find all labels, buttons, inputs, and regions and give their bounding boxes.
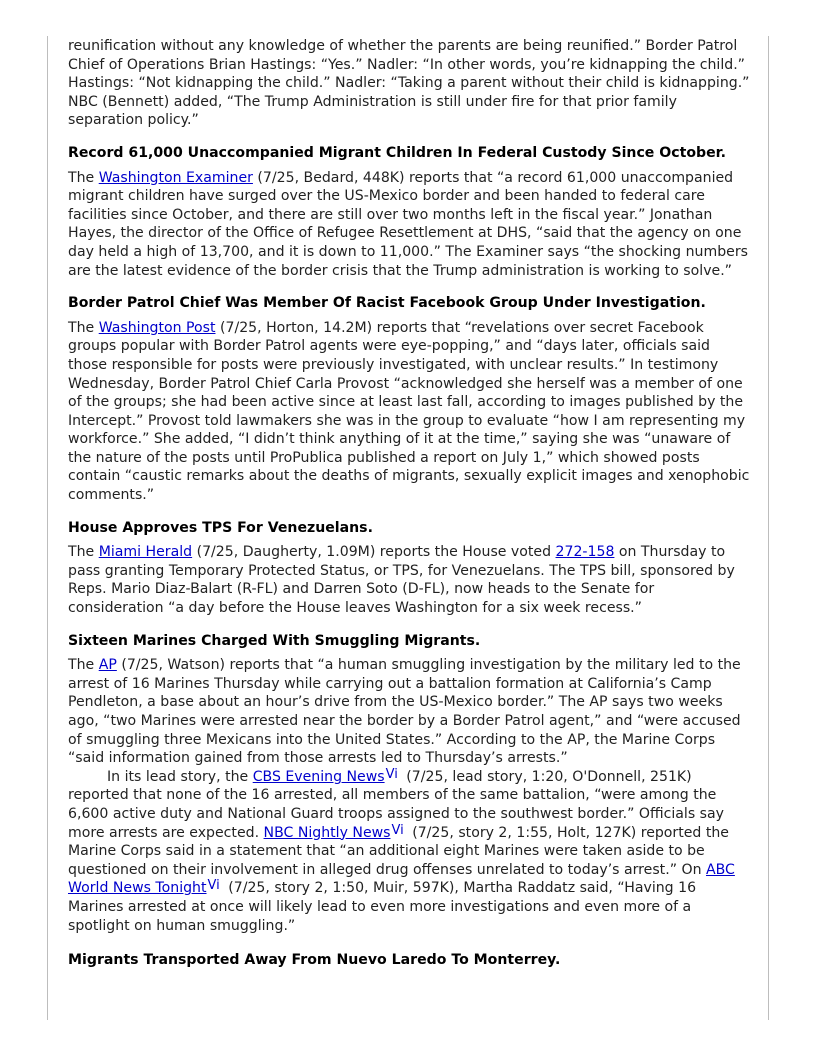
headline-nuevo-laredo: Migrants Transported Away From Nuevo Laredo To Monterrey. [68,952,561,969]
article-paragraph [68,656,752,768]
nbc-nightly-news-link[interactable]: NBC Nightly News [263,824,391,841]
article-text: The [68,544,99,561]
headline-marines-smuggling: Sixteen Marines Charged With Smuggling Migrants. [68,632,481,649]
ap-link[interactable]: AP [98,657,117,674]
article-text: The [68,169,99,186]
article-text: on Thursday to pass granting Temporary Protected Status, or TPS, for Venezuelans. The TPS bill, sponsored by Reps. Mario Diaz-Balart (R-FL) and Darren Soto (D-FL), now heads to the Senate for consideration “a day before the House leaves Washington for a six week recess.” [68,544,735,617]
cbs-evening-news-link[interactable]: CBS Evening News [252,768,385,785]
article-text: (7/25, story 2, 1:50, Muir, 597K), Martha Raddatz said, “Having 16 Marines arrested at once will likely lead to even more investigations and even more of a spotlight on human smuggling.” [68,880,697,934]
article-text: (7/25, story 2, 1:55, Holt, 127K) reported the Marine Corps said in a statement that “an additional eight Marines were taken aside to be questioned on their involvement in alleged drug offenses unrelated to today’s arrest.” On [68,824,729,878]
article-text: (7/25, lead story, 1:20, O'Donnell, 251K) reported that none of the 16 arrested, all members of the same battalion, “were among the 6,600 active duty and National Guard troops assigned to the southwest border.” Officials say more arrests are expected. [68,768,724,841]
article-paragraph [68,319,752,505]
article-text: (7/25, Watson) reports that “a human smuggling investigation by the military led to the arrest of 16 Marines Thursday while carrying out a battalion formation at California’s Camp Pendleton, a base about an hour’s drive from the US-Mexico border.” The AP says two weeks ago, “two Marines were arrested near the border by a Border Patrol agent,” and “were accused of smuggling three Mexicans into the United States.” According to the AP, the Marine Corps “said information gained from those arrests led to Thursday’s arrests.” [68,657,741,767]
article-paragraph [68,169,752,281]
article-text: (7/25, Daugherty, 1.09M) reports the House voted [192,544,556,561]
washington-examiner-link[interactable]: Washington Examiner [98,169,253,186]
intro-paragraph: reunification without any knowledge of whether the parents are being reunified.” Border Patrol Chief of Operations Brian Hastings: “Yes.” Nadler: “In other words, you’re kidnapping the child.” Hastings: “Not kidnapping the child.” Nadler: “Taking a parent without their child is kidnapping.” NBC (Bennett) added, “The Trump Administration is still under fire for that prior family separation policy.” [68,38,750,129]
article-text: The [68,657,99,674]
article-paragraph [68,543,752,617]
video-icon[interactable]: Vi [391,822,404,838]
vote-tally-link[interactable]: 272-158 [555,544,615,561]
washington-post-link[interactable]: Washington Post [98,319,216,336]
video-icon[interactable]: Vi [207,878,220,894]
headline-tps-venezuelans: House Approves TPS For Venezuelans. [68,519,373,536]
document-body [68,37,752,970]
article-text: The [68,319,99,336]
headline-border-patrol-chief: Border Patrol Chief Was Member Of Racist Facebook Group Under Investigation. [68,295,706,312]
page-border-left [47,36,48,1020]
article-paragraph-broadcast [68,768,752,935]
article-text: (7/25, Horton, 14.2M) reports that “revelations over secret Facebook groups popular with Border Patrol agents were eye-popping,” and “days later, officials said those responsible for posts were previously investigated, with unclear results.” In testimony Wednesday, Border Patrol Chief Carla Provost “acknowledged she herself was a member of one of the groups; she had been active since at least last fall, according to images published by the Intercept.” Provost told lawmakers she was in the group to evaluate “how I am representing my workforce.” She added, “I didn’t think anything of it at the time,” saying she was “unaware of the nature of the posts until ProPublica published a report on July 1,” which showed posts contain “caustic remarks about the deaths of migrants, sexually explicit images and xenophobic comments.” [68,319,750,504]
headline-unaccompanied-children: Record 61,000 Unaccompanied Migrant Children In Federal Custody Since October. [68,144,726,161]
abc-world-news-tonight-link[interactable]: ABC World News Tonight [68,861,735,897]
page-border-right [768,36,769,1020]
miami-herald-link[interactable]: Miami Herald [98,544,193,561]
article-text: (7/25, Bedard, 448K) reports that “a record 61,000 unaccompanied migrant children have surged over the US-Mexico border and been handed to federal care facilities since October, and there are still over two months left in the fiscal year.” Jonathan Hayes, the director of the Office of Refugee Resettlement at DHS, “said that the agency on one day held a high of 13,700, and it is down to 11,000.” The Examiner says “the shocking numbers are the latest evidence of the border crisis that the Trump administration is working to solve.” [68,169,748,279]
article-text: In its lead story, the [107,768,253,785]
video-icon[interactable]: Vi [385,766,398,782]
